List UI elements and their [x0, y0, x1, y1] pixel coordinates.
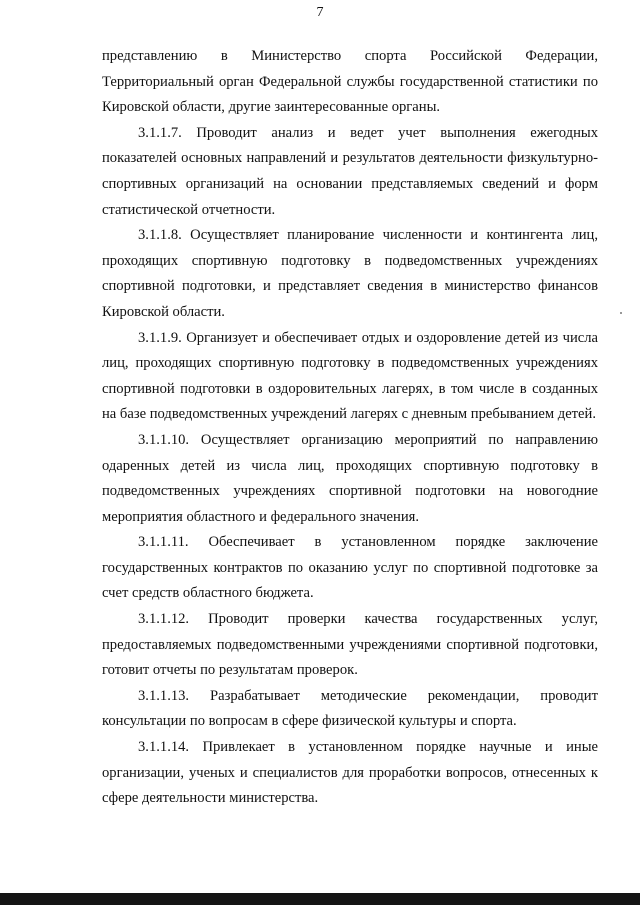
scan-bottom-edge [0, 893, 640, 905]
paragraph-3-1-1-14: 3.1.1.14. Привлекает в установленном порядке научные и иные организации, ученых и специалистов для проработки вопросов, отнесенных к сфере деятельности министерства. [102, 739, 598, 807]
paragraph-3-1-1-11: 3.1.1.11. Обеспечивает в установленном порядке заключение государственных контрактов по оказанию услуг по спортивной подготовке за счет средств областного бюджета. [102, 534, 598, 602]
paragraph-continuation: представлению в Министерство спорта Российской Федерации, Территориальный орган Федеральной службы государственной статистики по Кировской области, другие заинтересованные органы. [102, 48, 598, 116]
paragraph-3-1-1-9: 3.1.1.9. Организует и обеспечивает отдых и оздоровление детей из числа лиц, проходящих спортивную подготовку в подведомственных учреждениях спортивной подготовки в оздоровительных лагерях, в том числе в созданных на базе подведомственных учреждений лагерях с дневным пребыванием детей. [102, 329, 598, 423]
paragraph-3-1-1-12: 3.1.1.12. Проводит проверки качества государственных услуг, предоставляемых подведомственными учреждениями спортивной подготовки, готовит отчеты по результатам проверок. [102, 611, 598, 679]
scan-speck [620, 312, 622, 314]
page-number: 7 [316, 5, 324, 20]
document-body [102, 44, 598, 812]
paragraph-3-1-1-10: 3.1.1.10. Осуществляет организацию мероприятий по направлению одаренных детей из числа лиц, проходящих спортивную подготовку в подведомственных учреждениях спортивной подготовки на новогодние мероприятия областного и федерального значения. [102, 431, 598, 525]
paragraph-3-1-1-8: 3.1.1.8. Осуществляет планирование численности и контингента лиц, проходящих спортивную подготовку в подведомственных учреждениях спортивной подготовки, и представляет сведения в министерство финансов Кировской области. [102, 227, 598, 320]
paragraph-3-1-1-13: 3.1.1.13. Разрабатывает методические рекомендации, проводит консультации по вопросам в сфере физической культуры и спорта. [102, 687, 598, 730]
paragraph-3-1-1-7: 3.1.1.7. Проводит анализ и ведет учет выполнения ежегодных показателей основных направлений и результатов деятельности физкультурно-спортивных организаций на основании представляемых сведений и форм статистической отчетности. [102, 124, 598, 218]
